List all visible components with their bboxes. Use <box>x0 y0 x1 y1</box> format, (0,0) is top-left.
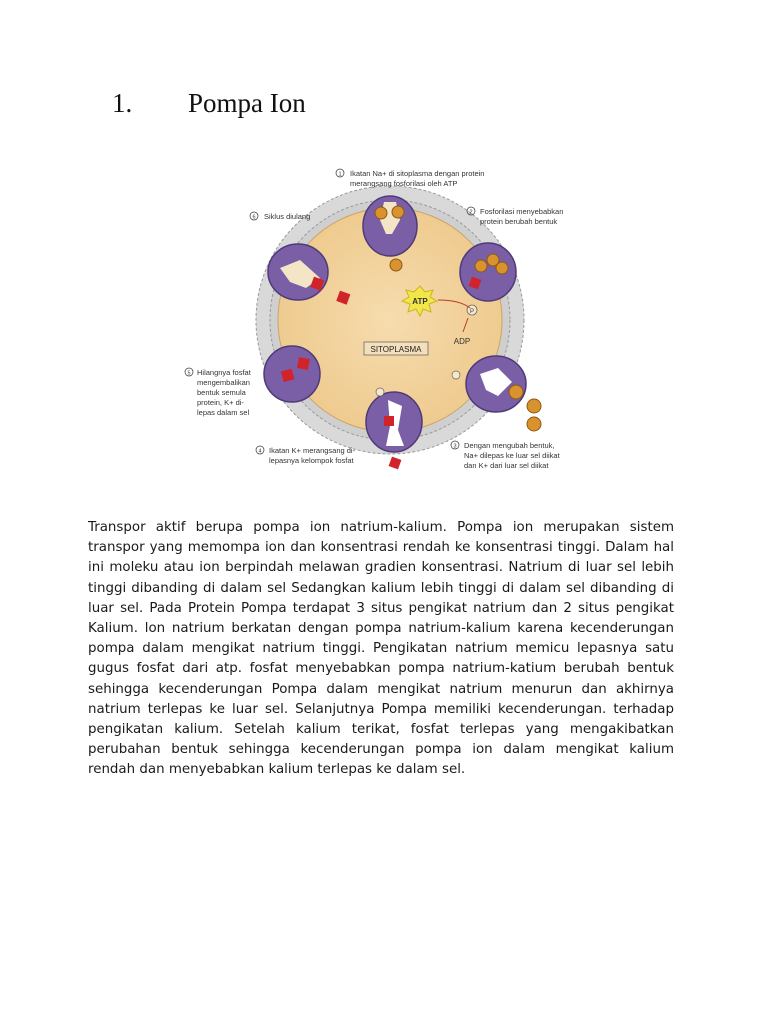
step-2-label <box>467 207 563 226</box>
pump-lower-left <box>264 346 320 402</box>
svg-text:Dengan mengubah bentuk,: Dengan mengubah bentuk, <box>464 441 555 450</box>
step-3-label <box>451 441 561 470</box>
svg-text:Ikatan Na+ di sitoplasma denga: Ikatan Na+ di sitoplasma dengan protein <box>350 169 485 178</box>
pump-upper-right <box>460 243 516 301</box>
svg-text:1: 1 <box>338 171 342 178</box>
svg-text:6: 6 <box>252 214 256 221</box>
svg-text:lepas dalam sel: lepas dalam sel <box>197 408 250 417</box>
atp-label: ATP <box>412 297 428 306</box>
svg-text:Fosforilasi menyebabkan: Fosforilasi menyebabkan <box>480 207 564 216</box>
heading-number: 1. <box>112 88 133 118</box>
svg-text:lepasnya kelompok fosfat: lepasnya kelompok fosfat <box>269 456 354 465</box>
svg-text:Hilangnya fosfat: Hilangnya fosfat <box>197 368 251 377</box>
body-paragraph: Transpor aktif berupa pompa ion natrium-kalium. Pompa ion merupakan sistem transpor yang memompa ion dan konsentrasi rendah ke konsentrasi tinggi. Dalam hal ini moleku atau ion berpindah melawan gradien konsentrasi. Natrium di luar sel lebih tinggi dibanding di dalam sel Sedangkan kalium lebih tinggi di dalam sel dibanding di luar sel. Pada Protein Pompa terdapat 3 situs pengikat natrium dan 2 situs pengikat Kalium. lon natrium berkatan dengan pompa natrium-kalium karena kecenderungan pompa dalam mengikat natrium tinggi. Pengikatan natrium memicu lepasnya satu gugus fosfat dari atp. fosfat menyebabkan pompa natrium-katium berubah bentuk sehingga kecenderungan Pompa dalam mengikat natrium menurun dan akhirnya natrium terlepas ke luar sel. Selanjutnya Pompa memiliki kecenderungan. terhadap pengikatan kalium. Setelah kalium terikat, fosfat terlepas yang mengakibatkan perubahan bentuk sehingga kecenderungan pompa ion dalam mengikat kalium rendah dan menyebabkan kalium terlepas ke dalam sel. <box>88 520 674 778</box>
adp-label: ADP <box>453 337 471 346</box>
svg-text:Siklus diulang: Siklus diulang <box>264 212 311 221</box>
svg-text:mengembalikan: mengembalikan <box>197 378 250 387</box>
svg-text:5: 5 <box>187 370 191 377</box>
svg-text:bentuk semula: bentuk semula <box>197 388 246 397</box>
sodium-potassium-pump-diagram <box>180 160 600 480</box>
pump-bottom <box>366 392 422 469</box>
step-5-label <box>185 368 252 417</box>
svg-text:protein, K+ di-: protein, K+ di- <box>197 398 244 407</box>
svg-text:4: 4 <box>258 448 262 455</box>
step-4-label <box>256 446 356 465</box>
svg-text:2: 2 <box>469 209 473 216</box>
svg-text:merangsang fosforilasi oleh AT: merangsang fosforilasi oleh ATP <box>350 179 458 188</box>
step-1-label <box>336 169 484 188</box>
svg-text:Na+ dilepas ke luar sel diikat: Na+ dilepas ke luar sel diikat <box>464 451 560 460</box>
svg-text:dan K+ dari luar sel diikat: dan K+ dari luar sel diikat <box>464 461 549 470</box>
svg-text:protein berubah bentuk: protein berubah bentuk <box>480 217 558 226</box>
section-heading <box>112 88 306 119</box>
svg-text:3: 3 <box>453 443 457 450</box>
sitoplasma-label: SITOPLASMA <box>370 345 422 354</box>
svg-text:P: P <box>469 309 475 315</box>
heading-title: Pompa Ion <box>188 88 306 118</box>
step-6-label <box>250 212 310 221</box>
svg-text:Ikatan K+ merangsang di-: Ikatan K+ merangsang di- <box>269 446 356 455</box>
